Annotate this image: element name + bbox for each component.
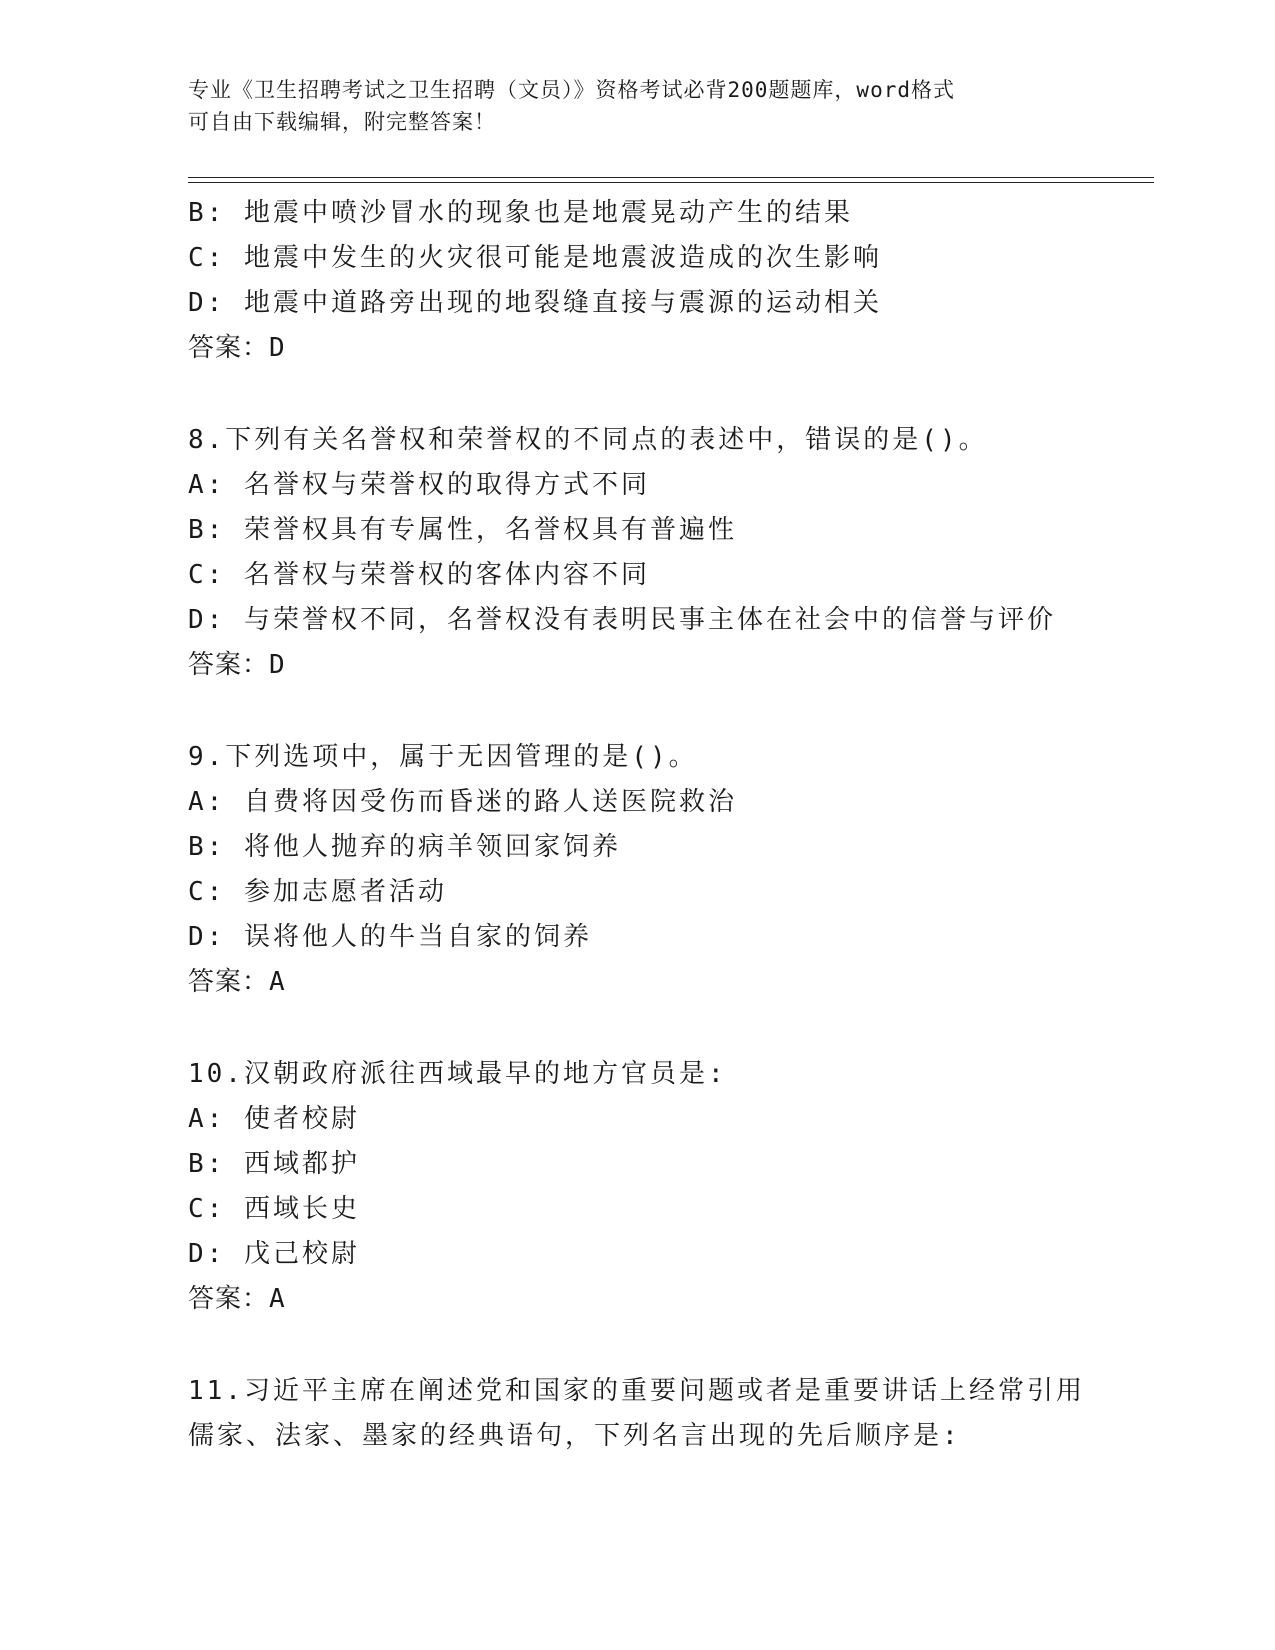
option-d: D: 戊己校尉 (188, 1239, 360, 1269)
option-d: D: 与荣誉权不同，名誉权没有表明民事主体在社会中的信誉与评价 (188, 605, 1056, 635)
question-block-prev (188, 191, 1088, 371)
option-d: D: 地震中道路旁出现的地裂缝直接与震源的运动相关 (188, 288, 882, 318)
option-b: B: 地震中喷沙冒水的现象也是地震晃动产生的结果 (188, 198, 853, 228)
option-b: B: 荣誉权具有专属性，名誉权具有普遍性 (188, 515, 737, 545)
option-b: B: 将他人抛弃的病羊领回家饲养 (188, 832, 621, 862)
answer-line: 答案：D (188, 650, 286, 680)
question-stem-line-2: 儒家、法家、墨家的经典语句，下列名言出现的先后顺序是: (188, 1421, 961, 1451)
option-c: C: 名誉权与荣誉权的客体内容不同 (188, 560, 650, 590)
header-divider-top (188, 177, 1154, 178)
question-stem: 8.下列有关名誉权和荣誉权的不同点的表述中，错误的是()。 (188, 425, 988, 455)
option-c: C: 地震中发生的火灾很可能是地震波造成的次生影响 (188, 243, 882, 273)
answer-line: 答案：D (188, 333, 286, 363)
question-stem: 9.下列选项中，属于无因管理的是()。 (188, 742, 698, 772)
question-block-10 (188, 1052, 1088, 1322)
question-block-11 (188, 1369, 1088, 1459)
question-list (188, 191, 1088, 1459)
header-line-1: 专业《卫生招聘考试之卫生招聘（文员）》资格考试必背200题题库，word格式 (188, 78, 955, 102)
option-a: A: 使者校尉 (188, 1104, 360, 1134)
header-divider-bottom (188, 182, 1154, 183)
option-a: A: 自费将因受伤而昏迷的路人送医院救治 (188, 787, 737, 817)
option-c: C: 西域长史 (188, 1194, 360, 1224)
question-stem-line-1: 11.习近平主席在阐述党和国家的重要问题或者是重要讲话上经常引用 (188, 1376, 1085, 1406)
option-d: D: 误将他人的牛当自家的饲养 (188, 922, 592, 952)
question-stem: 10.汉朝政府派往西域最早的地方官员是: (188, 1059, 727, 1089)
option-a: A: 名誉权与荣誉权的取得方式不同 (188, 470, 650, 500)
question-block-8 (188, 418, 1088, 688)
document-header (188, 74, 1088, 138)
option-c: C: 参加志愿者活动 (188, 877, 447, 907)
option-b: B: 西域都护 (188, 1149, 360, 1179)
header-line-2: 可自由下载编辑，附完整答案！ (188, 110, 496, 134)
question-block-9 (188, 735, 1088, 1005)
answer-line: 答案：A (188, 1284, 286, 1314)
answer-line: 答案：A (188, 967, 286, 997)
